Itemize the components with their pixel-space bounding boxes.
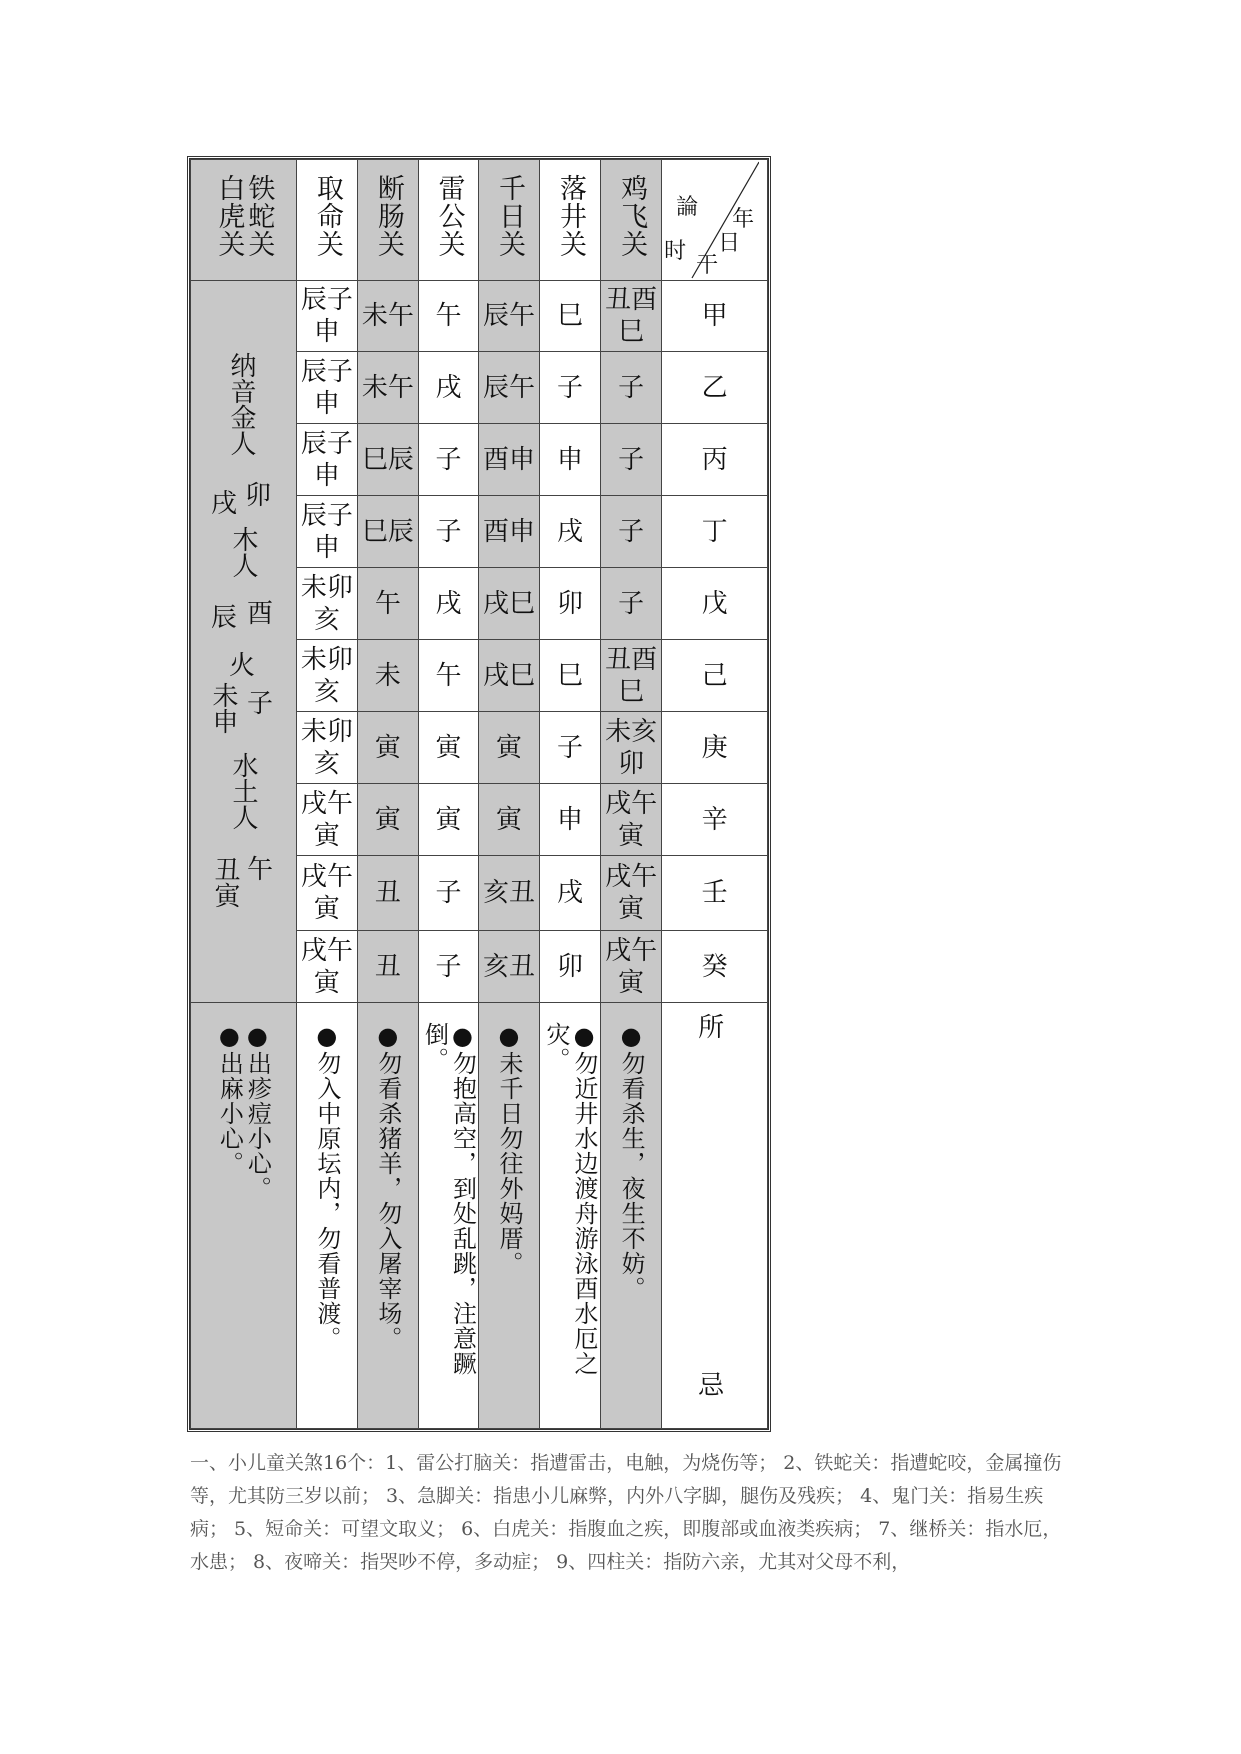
note-suo: 所 [698,1012,725,1043]
leigong-cell: 子 [418,931,478,1003]
note-luojing: ●勿近井水边渡舟游泳酉水厄之灾。 [542,1021,599,1376]
notes-row [191,1003,768,1429]
stem-cell: 辛 [662,784,768,856]
description-paragraph: 一、小儿童关煞16个：1、雷公打脑关：指遭雷击，电触，为烧伤等； 2、铁蛇关：指遭蛇咬，金属撞伤等，尤其防三岁以前； 3、急脚关：指患小儿麻弊，内外八字脚，腿伤及残疾； 4、鬼门关：指易生疾病； 5、短命关：可望文取义； 6、白虎关：指腹血之疾，即腹部或血液类疾病； 7、继桥关：指水厄，水患； 8、夜啼关：指哭吵不停，多动症； 9、四柱关：指防六亲，尤其对父母不利， [190,1452,1062,1573]
quming-cell: 未卯亥 [296,640,357,712]
duanchang-cell: 寅 [357,784,418,856]
quming-cell: 未卯亥 [296,568,357,640]
quming-cell: 戌午寅 [296,931,357,1003]
chen-label: 辰 [211,602,238,633]
corner-gan: 干 [696,253,719,278]
header-row [191,160,768,281]
quming-cell: 辰子申 [296,281,357,352]
jifei-cell: 丑酉巳 [601,281,662,352]
note-quming: ●勿入中原坛内，勿看普渡。 [312,1021,341,1351]
note-duanchang: ●勿看杀猪羊，勿入屠宰场。 [373,1021,402,1351]
duanchang-cell: 巳辰 [357,496,418,568]
you-label: 酉 [247,598,274,629]
qianri-cell: 亥丑 [478,856,539,931]
corner-ri: 日 [718,231,741,256]
qianri-cell: 寅 [478,712,539,784]
stem-cell: 己 [662,640,768,712]
quming-cell: 辰子申 [296,424,357,496]
leigong-cell: 戌 [418,568,478,640]
header-tieshe: 铁蛇关 [243,174,275,258]
duanchang-cell: 巳辰 [357,424,418,496]
guan-sha-table [190,159,768,1429]
table-row [191,281,768,352]
luojing-cell: 卯 [540,931,601,1003]
header-jifei: 鸡飞关 [616,174,648,258]
qianri-cell: 戌巳 [478,640,539,712]
luojing-cell: 卯 [540,568,601,640]
stem-cell: 甲 [662,281,768,352]
luojing-cell: 子 [540,352,601,424]
luojing-cell: 子 [540,712,601,784]
jifei-cell: 未亥卯 [601,712,662,784]
jifei-cell: 戌午寅 [601,784,662,856]
corner-shi: 时 [664,239,687,264]
header-baihu-tieshe [191,160,297,281]
jifei-cell: 子 [601,424,662,496]
leigong-cell: 寅 [418,712,478,784]
qianri-cell: 酉申 [478,424,539,496]
header-leigong: 雷公关 [433,174,465,258]
luojing-cell: 巳 [540,281,601,352]
luojing-cell: 巳 [540,640,601,712]
jifei-cell: 戌午寅 [601,931,662,1003]
stem-cell: 丙 [662,424,768,496]
note-leigong: ●勿抱高空，到处乱跳，注意蹶倒。 [420,1021,477,1376]
quming-cell: 戌午寅 [296,856,357,931]
luojing-cell: 戌 [540,856,601,931]
luojing-cell: 戌 [540,496,601,568]
xu-label: 戌 [211,488,238,519]
note-qianri: ●未千日勿往外妈厝。 [494,1021,523,1276]
note-jifei: ●勿看杀生，夜生不妨。 [617,1021,646,1301]
leigong-cell: 子 [418,496,478,568]
note-baihu-tieshe [191,1003,297,1429]
mao-label: 卯 [245,480,272,511]
note-ji: 忌 [698,1370,725,1401]
quming-cell: 辰子申 [296,496,357,568]
note-suoji-cell [662,1003,768,1429]
header-duanchang-cell [357,160,418,281]
note-qianri-cell [478,1003,539,1429]
note-jifei-cell [601,1003,662,1429]
luojing-cell: 申 [540,784,601,856]
jifei-cell: 子 [601,568,662,640]
stem-cell: 壬 [662,856,768,931]
jifei-cell: 子 [601,496,662,568]
note-duanchang-cell [357,1003,418,1429]
leigong-cell: 午 [418,640,478,712]
jifei-cell: 丑酉巳 [601,640,662,712]
duanchang-cell: 未午 [357,352,418,424]
qianri-cell: 亥丑 [478,931,539,1003]
duanchang-cell: 午 [357,568,418,640]
leigong-cell: 子 [418,424,478,496]
chouyin-label: 丑寅 [210,855,240,908]
header-baihu: 白虎关 [213,174,245,258]
nayin-label: 纳音金人 [226,351,256,456]
quming-cell: 戌午寅 [296,784,357,856]
header-qianri-cell [478,160,539,281]
header-luojing: 落井关 [555,174,587,258]
stem-cell: 庚 [662,712,768,784]
header-quming: 取命关 [311,174,343,258]
luojing-cell: 申 [540,424,601,496]
qianri-cell: 辰午 [478,352,539,424]
header-duanchang: 断肠关 [372,174,404,258]
qianri-cell: 戌巳 [478,568,539,640]
stem-cell: 乙 [662,352,768,424]
zi-label: 子 [247,688,274,719]
leigong-cell: 子 [418,856,478,931]
duanchang-cell: 未 [357,640,418,712]
quming-cell: 辰子申 [296,352,357,424]
corner-nian: 年 [732,207,755,232]
duanchang-cell: 丑 [357,856,418,931]
qianri-cell: 酉申 [478,496,539,568]
leigong-cell: 午 [418,281,478,352]
header-qianri: 千日关 [493,174,525,258]
leigong-cell: 寅 [418,784,478,856]
corner-cell [662,160,768,281]
note-luojing-cell [540,1003,601,1429]
stem-cell: 丁 [662,496,768,568]
muren-label: 木人 [228,525,258,578]
note-baihu: ●出疹痘小心。 [243,1021,272,1201]
jifei-cell: 子 [601,352,662,424]
note-tieshe: ●出麻小心。 [215,1021,244,1176]
wu-label: 午 [247,854,274,885]
leigong-cell: 戌 [418,352,478,424]
nayin-column [191,281,297,1003]
shuituren-label: 水土人 [228,751,258,830]
stem-cell: 癸 [662,931,768,1003]
weishen-label: 未申 [208,681,238,734]
qianri-cell: 寅 [478,784,539,856]
duanchang-cell: 丑 [357,931,418,1003]
header-luojing-cell [540,160,601,281]
note-leigong-cell [418,1003,478,1429]
stem-cell: 戊 [662,568,768,640]
jifei-cell: 戌午寅 [601,856,662,931]
header-jifei-cell [601,160,662,281]
header-leigong-cell [418,160,478,281]
qianri-cell: 辰午 [478,281,539,352]
huo-label: 火 [229,650,256,681]
corner-lun: 論 [676,195,699,220]
quming-cell: 未卯亥 [296,712,357,784]
note-quming-cell [296,1003,357,1429]
header-quming-cell [296,160,357,281]
duanchang-cell: 寅 [357,712,418,784]
duanchang-cell: 未午 [357,281,418,352]
